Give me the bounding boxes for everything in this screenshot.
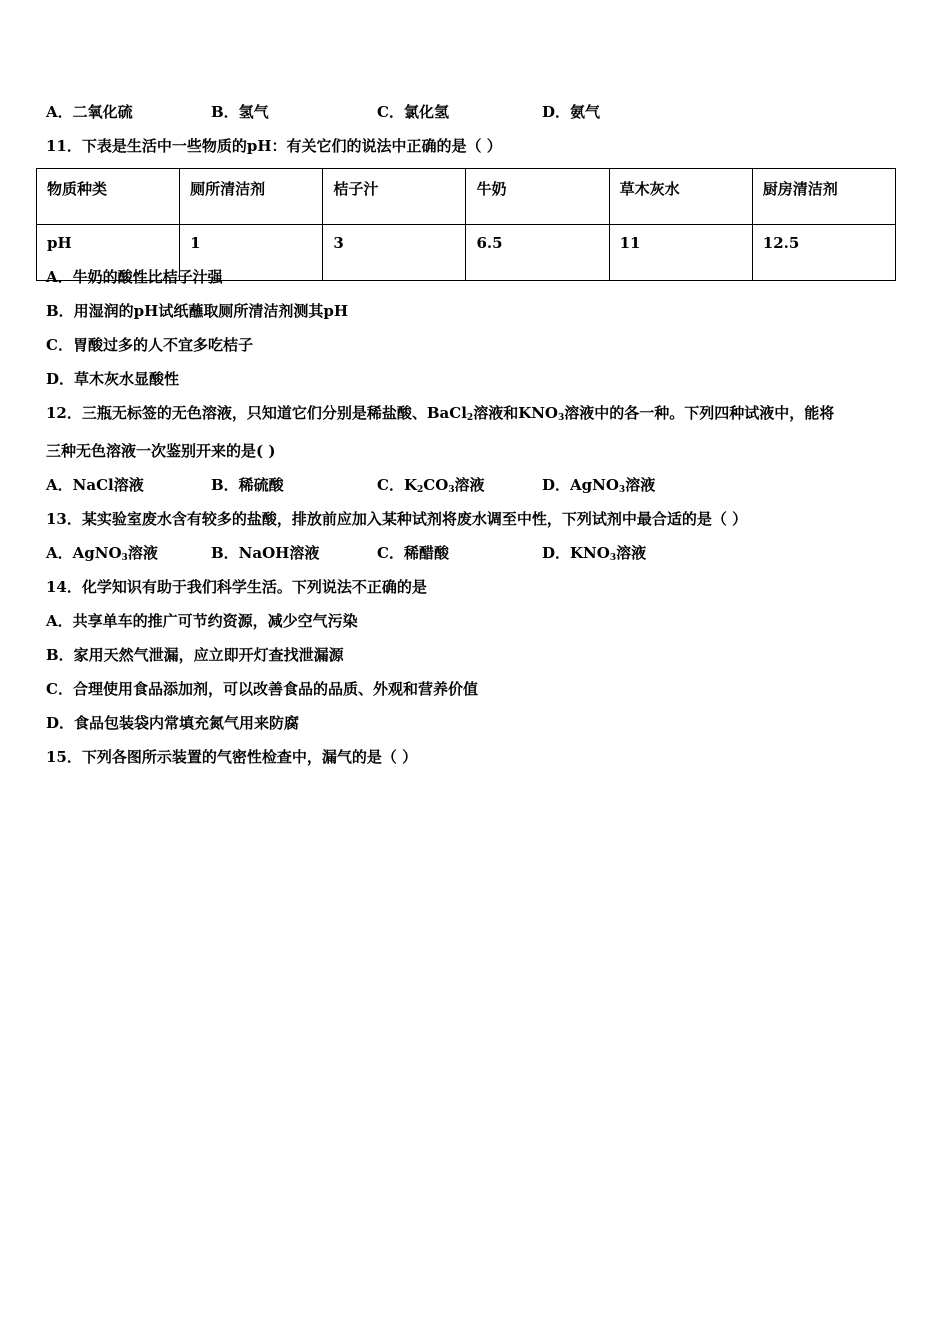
q15-stem: 15．下列各图所示装置的气密性检查中，漏气的是（ ）	[46, 748, 418, 766]
table-cell: 桔子汁	[323, 169, 466, 225]
q12-option-d	[542, 475, 655, 500]
q12-stem-text: 12．三瓶无标签的无色溶液，只知道它们分别是稀盐酸、BaCl	[46, 404, 467, 422]
table-cell: 牛奶	[466, 169, 609, 225]
q12-stem-line1	[46, 403, 834, 428]
table-cell: pH	[37, 225, 180, 281]
q11-option-c: C．胃酸过多的人不宜多吃桔子	[46, 336, 253, 354]
option-text: 溶液	[616, 544, 647, 562]
ph-table	[36, 168, 896, 281]
table-cell: 物质种类	[37, 169, 180, 225]
q11-option-a: A．牛奶的酸性比桔子汁强	[46, 268, 223, 286]
subscript: 2	[416, 485, 424, 495]
q14-option-a: A．共享单车的推广可节约资源，减少空气污染	[46, 612, 358, 630]
subscript: 3	[558, 413, 565, 423]
option-text: A．AgNO	[46, 544, 122, 562]
option-text: C．K	[377, 476, 417, 494]
subscript: 3	[121, 553, 128, 563]
q12-stem-line2: 三种无色溶液一次鉴别开来的是( )	[46, 442, 276, 460]
q10-option-b: B．氢气	[211, 103, 269, 121]
table-cell: 6.5	[466, 225, 609, 281]
q13-option-b: B．NaOH溶液	[211, 544, 320, 562]
table-cell: 厨房清洁剂	[752, 169, 895, 225]
q12-option-b: B．稀硫酸	[211, 476, 284, 494]
table-cell: 11	[609, 225, 752, 281]
q13-option-c: C．稀醋酸	[377, 544, 449, 562]
subscript: 3	[448, 485, 455, 495]
q12-stem-text: 溶液和KNO	[473, 404, 559, 422]
option-text: D．KNO	[542, 544, 610, 562]
table-cell: 1	[180, 225, 323, 281]
table-cell: 厕所清洁剂	[180, 169, 323, 225]
table-cell: 12.5	[752, 225, 895, 281]
q13-stem: 13．某实验室废水含有较多的盐酸，排放前应加入某种试剂将废水调至中性，下列试剂中最合适的是（ ）	[46, 510, 748, 528]
ph-table-header-row	[37, 169, 896, 225]
option-text: D．AgNO	[542, 476, 619, 494]
q11-option-d: D．草木灰水显酸性	[46, 370, 180, 388]
q12-option-c	[377, 475, 485, 500]
q11-option-b: B．用湿润的pH试纸蘸取厕所清洁剂测其pH	[46, 302, 349, 320]
q10-option-d: D．氨气	[542, 103, 601, 121]
table-cell: 3	[323, 225, 466, 281]
q12-stem-text: 溶液中的各一种。下列四种试液中，能将	[564, 404, 835, 422]
q10-option-a: A．二氧化硫	[46, 103, 133, 121]
option-text: 溶液	[127, 544, 158, 562]
q12-options	[46, 475, 746, 495]
table-cell: 草木灰水	[609, 169, 752, 225]
q13-option-d	[542, 543, 646, 568]
subscript: 2	[466, 413, 474, 423]
q10-option-c: C．氯化氢	[377, 103, 449, 121]
q14-stem: 14．化学知识有助于我们科学生活。下列说法不正确的是	[46, 578, 427, 596]
q12-option-a: A．NaCl溶液	[46, 476, 144, 494]
option-text: 溶液	[625, 476, 656, 494]
q13-option-a	[46, 543, 158, 568]
option-text: 溶液	[454, 476, 485, 494]
q14-option-d: D．食品包装袋内常填充氮气用来防腐	[46, 714, 300, 732]
subscript: 3	[618, 485, 626, 495]
q11-stem: 11．下表是生活中一些物质的pH：有关它们的说法中正确的是（ ）	[46, 137, 502, 155]
option-text: CO	[423, 476, 449, 494]
subscript: 3	[609, 553, 617, 563]
q13-options	[46, 543, 746, 563]
q10-options	[46, 102, 746, 122]
q14-option-b: B．家用天然气泄漏，应立即开灯查找泄漏源	[46, 646, 344, 664]
q14-option-c: C．合理使用食品添加剂，可以改善食品的品质、外观和营养价值	[46, 680, 478, 698]
